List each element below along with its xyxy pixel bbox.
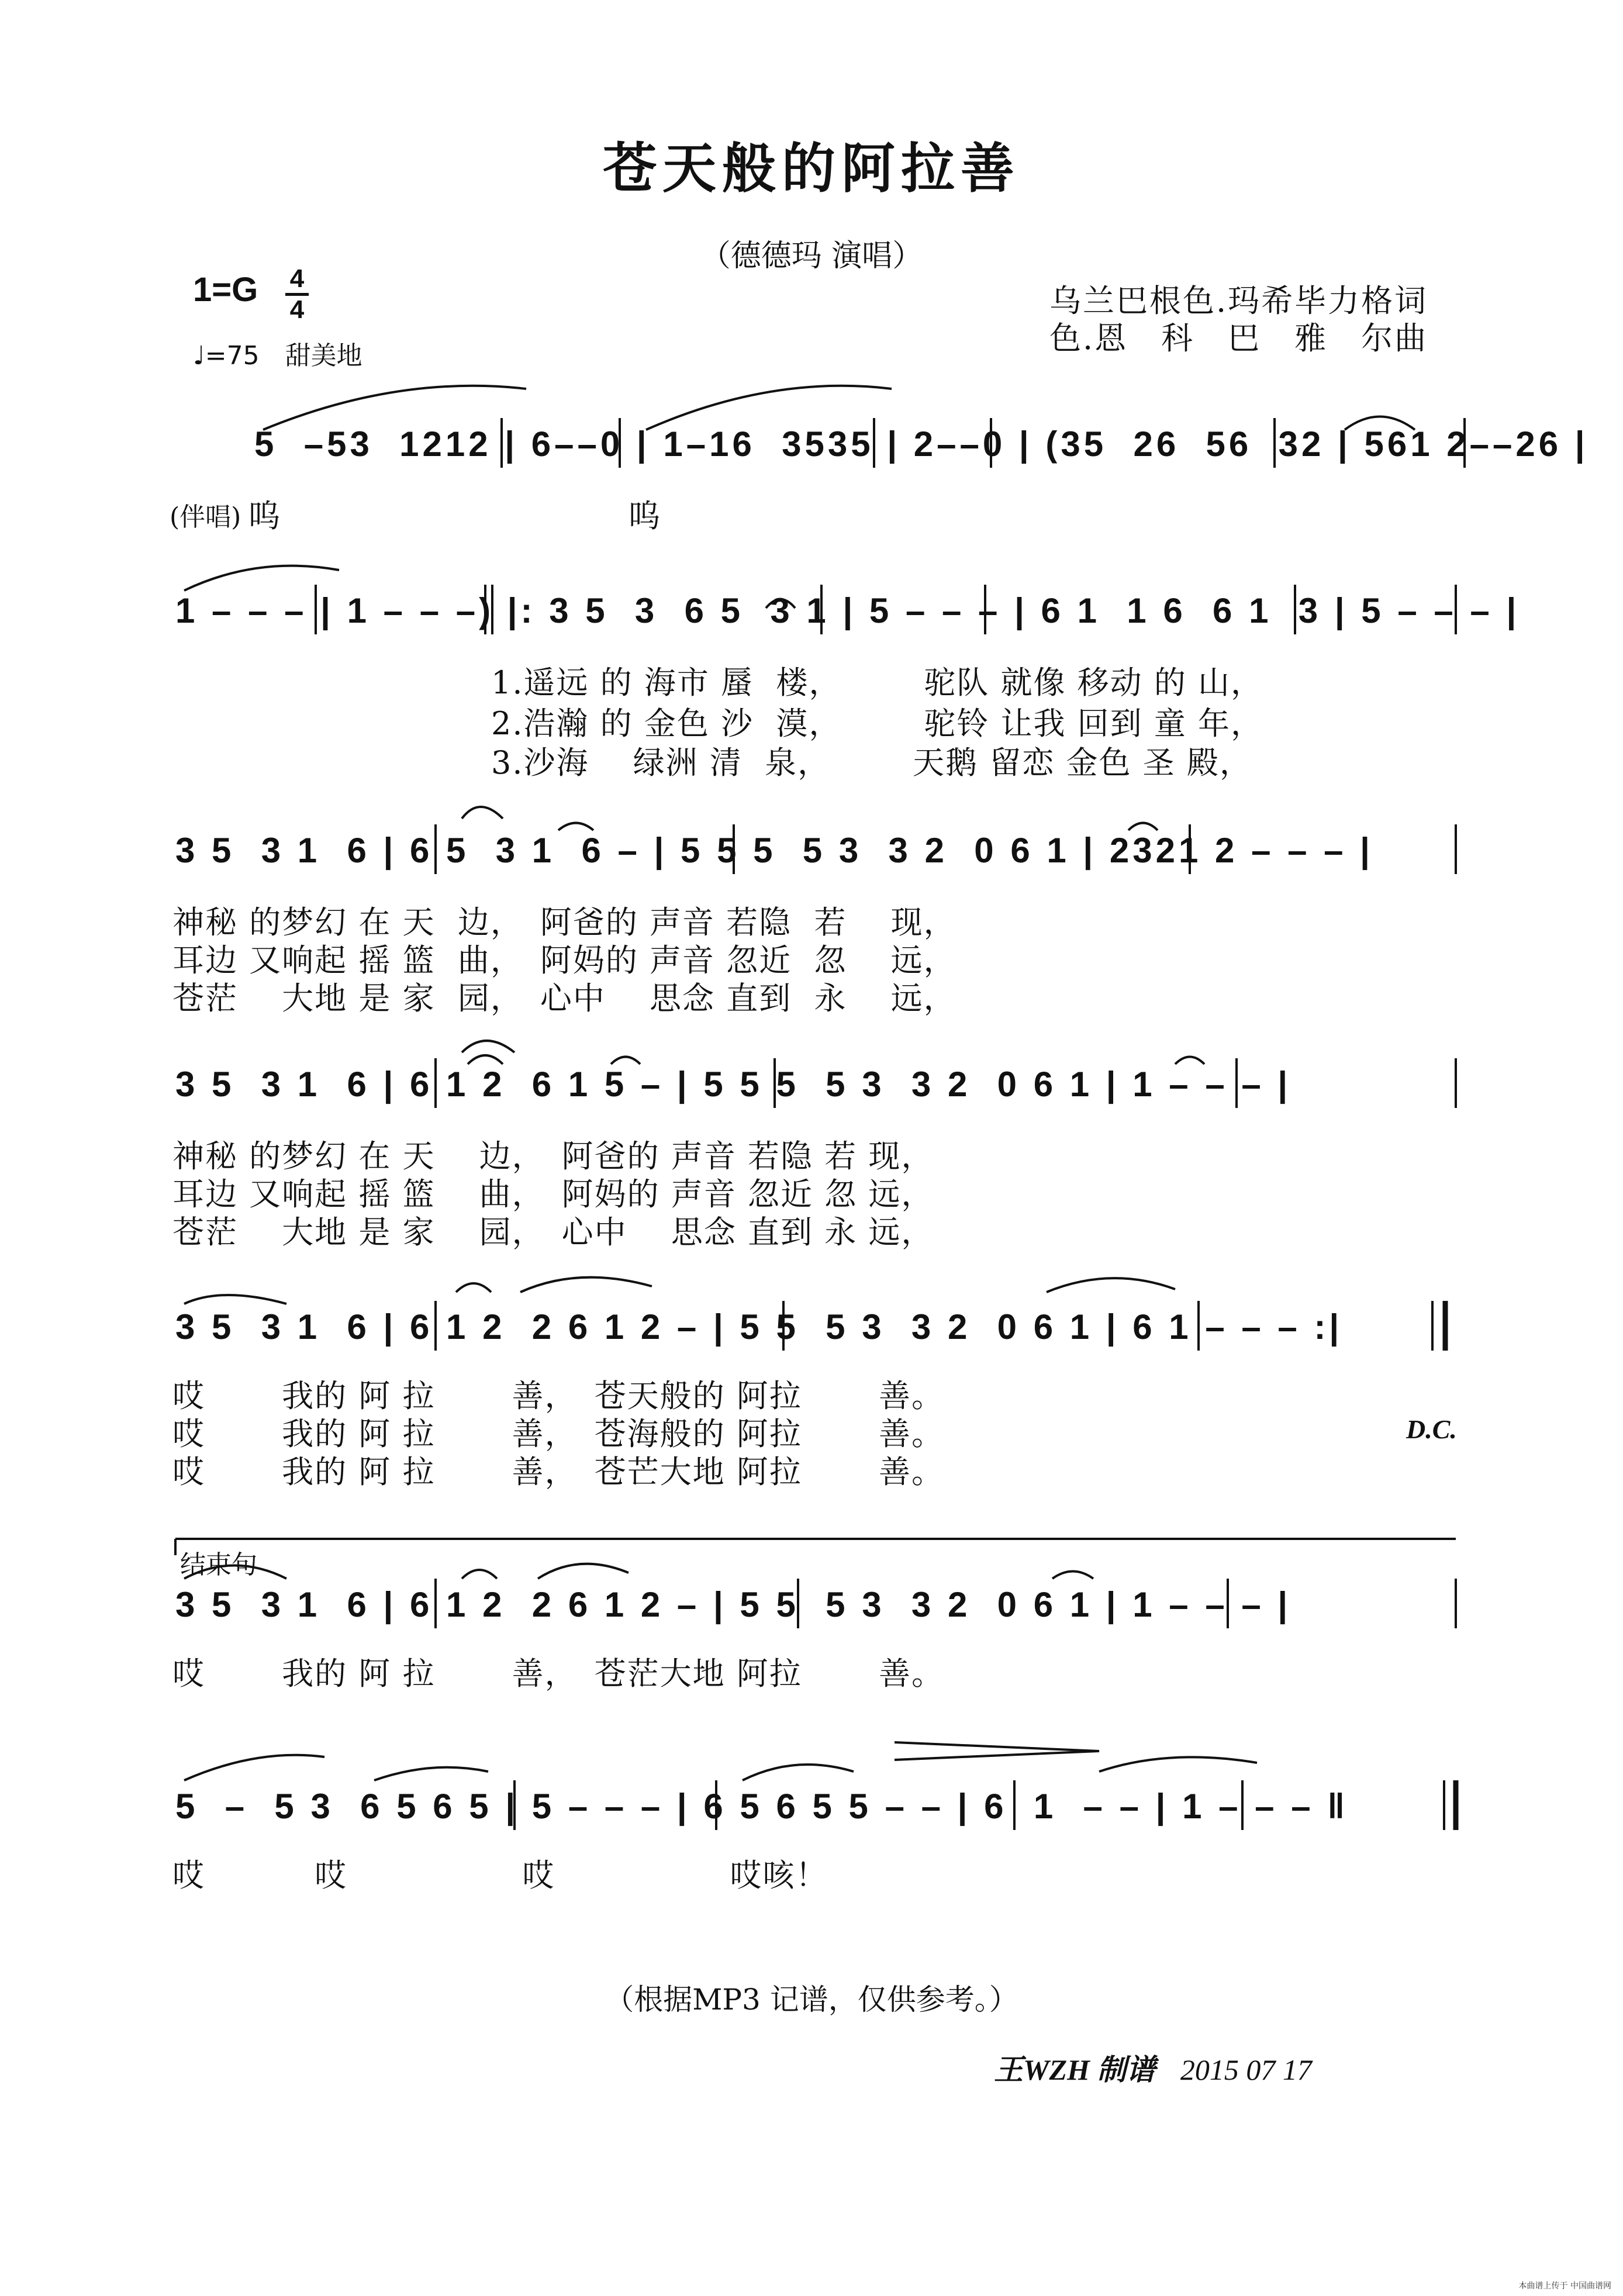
system-5-lyric-2: 哎 我的 阿 拉 善， 苍海般的 阿拉 善。: [172, 1415, 944, 1452]
system-4-lyric-1: 神秘 的梦幻 在 天 边， 阿爸的 声音 若隐 若 现，: [172, 1138, 934, 1175]
hum-lyric-2: 呜: [629, 498, 661, 534]
system-1-notes: 5 –53 1212 | 6––0 | 1–16 3535 | 2––0 | (35 26 56 32 | 561 2––26 |: [254, 424, 1589, 464]
system-2-lyric-3: 3.沙海 绿洲 清 泉， 天鹅 留恋 金色 圣 殿，: [491, 744, 1252, 781]
lyricist-credit: 乌兰巴根色.玛希毕力格词: [1049, 282, 1428, 319]
hum-lyric-1: 呜: [248, 498, 281, 534]
system-3-lyric-1: 神秘 的梦幻 在 天 边， 阿爸的 声音 若隐 若 现，: [172, 904, 956, 941]
system-2-notes: 1 – – – | 1 – – –) |: 3 5 3 6 5 3 1 | 5 – – – | 6 1 1 6 6 1 3 | 5 – – – |: [175, 591, 1520, 630]
composer-credit: 色.恩 科 巴 雅 尔曲: [1049, 320, 1428, 357]
system-5-notes: 3 5 3 1 6 | 6 1 2 2 6 1 2 – | 5 5 5 3 3 2 0 6 1 | 6 1 – – – :|: [175, 1307, 1343, 1346]
system-3-lyric-2: 耳边 又响起 摇 篮 曲， 阿妈的 声音 忽近 忽 远，: [172, 942, 956, 979]
system-3-notes: 3 5 3 1 6 | 6 5 3 1 6 – | 5 5 5 5 3 3 2 0 6 1 | 2321 2 – – – |: [175, 831, 1373, 870]
system-4-lyric-3: 苍茫 大地 是 家 园， 心中 思念 直到 永 远，: [172, 1214, 934, 1251]
tempo-value: ♩=75: [193, 341, 260, 371]
system-5-lyric-1: 哎 我的 阿 拉 善， 苍天般的 阿拉 善。: [172, 1377, 944, 1414]
time-signature-top: 4: [289, 264, 305, 293]
singer-credit: （德德玛 演唱）: [700, 239, 923, 274]
accompaniment-label: (伴唱): [170, 502, 241, 532]
system-2-lyric-2: 2.浩瀚 的 金色 沙 漠， 驼铃 让我 回到 童 年，: [491, 705, 1264, 742]
time-signature: [285, 265, 309, 323]
key-signature: 1=G: [193, 271, 258, 309]
reference-note: （根据MP3 记谱，仅供参考。）: [605, 1983, 1018, 2017]
system-6-lyric-1: 哎 我的 阿 拉 善， 苍茫大地 阿拉 善。: [172, 1655, 944, 1692]
transcriber-signature: [994, 2046, 1312, 2088]
song-title: 苍天般的阿拉善: [602, 137, 1020, 200]
system-6-notes: 3 5 3 1 6 | 6 1 2 2 6 1 2 – | 5 5 5 3 3 2 0 6 1 | 1 – – – |: [175, 1585, 1292, 1624]
dc-marking: D.C.: [1406, 1414, 1457, 1444]
system-4-notes: 3 5 3 1 6 | 6 1 2 6 1 5 – | 5 5 5 5 3 3 2 0 6 1 | 1 – – – |: [175, 1065, 1292, 1104]
expression-marking: 甜美地: [285, 341, 362, 371]
signature-date: 2015 07 17: [1180, 2053, 1312, 2086]
time-signature-bottom: 4: [289, 295, 305, 324]
system-5-lyric-3: 哎 我的 阿 拉 善， 苍芒大地 阿拉 善。: [172, 1453, 944, 1490]
tempo-marking: [193, 334, 362, 372]
footer-note: 本曲谱上传于 中国曲谱网: [1518, 2281, 1611, 2291]
system-7-lyric-1: 哎 哎 哎 哎咳！: [172, 1857, 828, 1894]
signature-name: 王WZH 制谱: [994, 2053, 1156, 2086]
system-7-notes: 5 – 5 3 6 5 6 5 | 5 – – – | 6 5 6 5 5 – – | 6 1 – – | 1 – – – ‖: [175, 1787, 1349, 1826]
system-3-lyric-3: 苍茫 大地 是 家 园， 心中 思念 直到 永 远，: [172, 980, 956, 1017]
ending-label: 结束句: [180, 1550, 257, 1580]
system-4-lyric-2: 耳边 又响起 摇 篮 曲， 阿妈的 声音 忽近 忽 远，: [172, 1176, 934, 1213]
system-2-lyric-1: 1.遥远 的 海市 蜃 楼， 驼队 就像 移动 的 山，: [491, 664, 1264, 701]
